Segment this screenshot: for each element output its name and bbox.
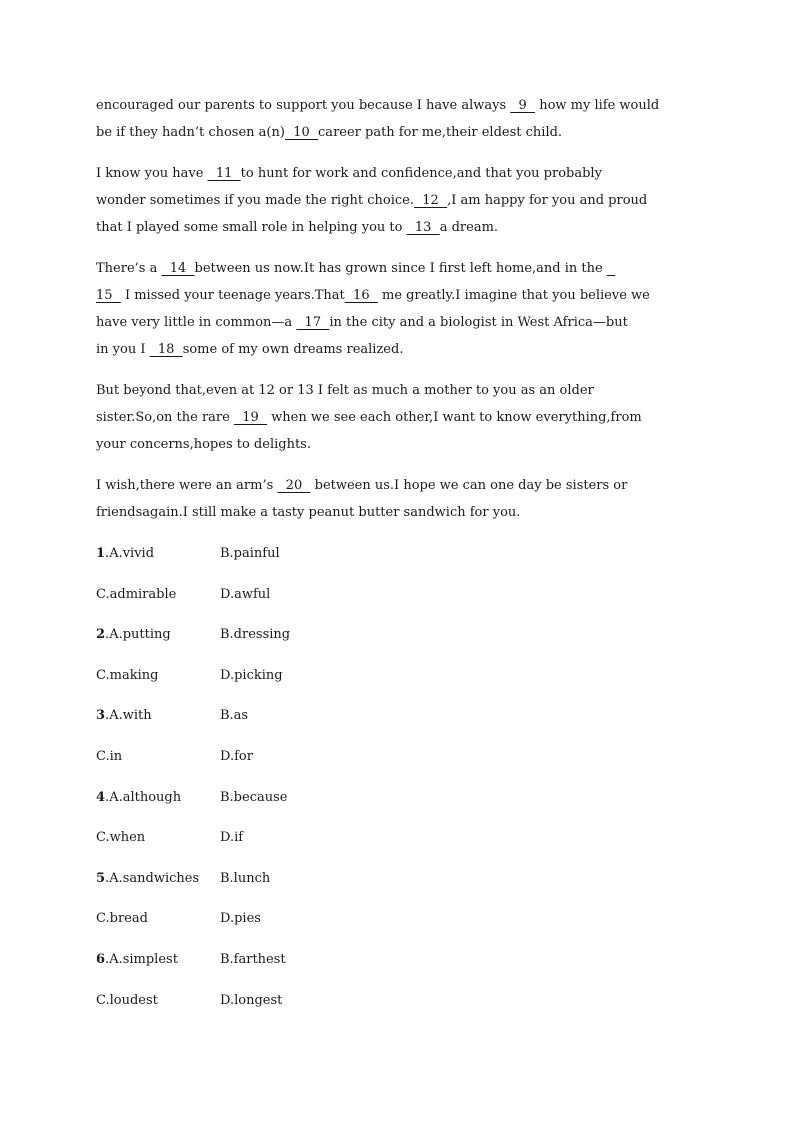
passage-line xyxy=(96,92,706,119)
passage-text: But beyond that,even at 12 or 13 I felt as much a mother to you as an older xyxy=(96,383,594,398)
passage-text: to hunt for work and confidence,and that you probably xyxy=(240,166,602,181)
passage-text: I know you have xyxy=(96,166,208,181)
passage-text: ,I am happy for you and proud xyxy=(447,193,648,208)
question-dot: . xyxy=(105,789,110,805)
passage-text: sister.So,on the rare xyxy=(96,410,234,425)
question-number: 6 xyxy=(96,951,106,967)
question-dot: . xyxy=(105,708,110,724)
passage-text: me greatly.I imagine that you believe we xyxy=(377,288,650,303)
passage-line xyxy=(96,160,706,187)
option-c[interactable]: C.when xyxy=(96,830,146,846)
answer-blank: 11 xyxy=(207,166,241,181)
question-2-row-ab xyxy=(96,621,496,662)
answer-blank: 14 xyxy=(161,261,195,276)
question-number: 4 xyxy=(96,789,106,805)
option-d[interactable]: D.awful xyxy=(220,586,271,602)
question-dot: . xyxy=(105,546,110,561)
passage-text: your concerns,hopes to delights. xyxy=(96,437,311,452)
option-c[interactable]: C.making xyxy=(96,667,159,683)
passage-line xyxy=(96,187,706,214)
option-a[interactable] xyxy=(96,621,220,648)
question-3-row-cd xyxy=(96,743,496,784)
option-b[interactable]: B.dressing xyxy=(220,627,291,643)
answer-blank: 20 xyxy=(277,478,311,493)
answer-blank: 15 xyxy=(96,288,121,303)
option-a[interactable] xyxy=(96,784,220,811)
passage-paragraph xyxy=(96,255,706,363)
passage-paragraph xyxy=(96,92,706,146)
question-6-row-cd xyxy=(96,987,496,1028)
answer-blank: 13 xyxy=(406,220,440,235)
answer-blank xyxy=(607,261,615,276)
passage-text: in you I xyxy=(96,342,150,357)
question-2-row-cd xyxy=(96,662,496,703)
answer-blank: 10 xyxy=(284,125,319,140)
option-d[interactable]: D.if xyxy=(220,830,244,846)
passage-text: be if they hadn’t chosen a(n) xyxy=(96,125,285,140)
passage-text: friendsagain.I still make a tasty peanut butter sandwich for you. xyxy=(96,505,521,520)
passage-text: a dream. xyxy=(439,220,499,235)
question-dot: . xyxy=(105,951,110,967)
passage-text: I wish,there were an arm’s xyxy=(96,478,278,493)
passage-text: when we see each other,I want to know everything,from xyxy=(267,410,642,425)
option-c[interactable]: C.bread xyxy=(96,911,148,927)
option-b[interactable]: B.because xyxy=(220,789,288,805)
question-4-row-ab xyxy=(96,784,496,825)
question-3-row-ab xyxy=(96,702,496,743)
option-a[interactable] xyxy=(96,946,220,973)
passage-paragraph xyxy=(96,160,706,241)
answer-blank: 17 xyxy=(296,315,330,330)
passage-text: between us.I hope we can one day be sisters or xyxy=(310,478,628,493)
passage-line xyxy=(96,119,706,146)
passage xyxy=(96,92,706,540)
option-d[interactable]: D.picking xyxy=(220,667,283,683)
option-a[interactable] xyxy=(96,702,220,729)
question-number: 1 xyxy=(96,546,106,561)
question-dot: . xyxy=(105,627,110,643)
option-a-text: A.sandwiches xyxy=(109,870,200,886)
passage-text: career path for me,their eldest child. xyxy=(318,125,563,140)
option-a[interactable] xyxy=(96,540,220,567)
passage-text: that I played some small role in helping you to xyxy=(96,220,407,235)
answer-options xyxy=(96,540,496,1027)
passage-text: encouraged our parents to support you because I have always xyxy=(96,98,511,113)
option-b[interactable]: B.painful xyxy=(220,546,280,561)
passage-text: I missed your teenage years.That xyxy=(120,288,345,303)
question-5-row-cd xyxy=(96,905,496,946)
option-d[interactable]: D.pies xyxy=(220,911,261,927)
answer-blank: 19 xyxy=(233,410,268,425)
passage-line xyxy=(96,472,706,499)
option-d[interactable]: D.longest xyxy=(220,992,283,1008)
passage-line xyxy=(96,404,706,431)
question-number: 3 xyxy=(96,708,106,724)
passage-line xyxy=(96,431,706,458)
passage-text: in the city and a biologist in West Africa—but xyxy=(329,315,628,330)
option-c[interactable]: C.in xyxy=(96,748,123,764)
passage-line xyxy=(96,282,706,309)
passage-text: have very little in common—a xyxy=(96,315,297,330)
passage-line xyxy=(96,309,706,336)
option-b[interactable]: B.lunch xyxy=(220,870,271,886)
passage-text: There’s a xyxy=(96,261,162,276)
question-5-row-ab xyxy=(96,865,496,906)
passage-paragraph xyxy=(96,377,706,458)
option-a-text: A.putting xyxy=(109,627,171,643)
question-dot: . xyxy=(105,870,110,886)
question-number: 5 xyxy=(96,870,106,886)
option-b[interactable]: B.as xyxy=(220,708,249,724)
passage-line xyxy=(96,377,706,404)
answer-blank: 18 xyxy=(149,342,183,357)
passage-line xyxy=(96,499,706,526)
answer-blank: 12 xyxy=(414,193,448,208)
passage-text: some of my own dreams realized. xyxy=(182,342,404,357)
answer-blank: 16 xyxy=(344,288,378,303)
option-a[interactable] xyxy=(96,865,220,892)
option-a-text: A.with xyxy=(109,708,152,724)
option-d[interactable]: D.for xyxy=(220,748,253,764)
option-a-text: A.although xyxy=(109,789,182,805)
passage-line xyxy=(96,255,706,282)
passage-line xyxy=(96,336,706,363)
passage-line xyxy=(96,214,706,241)
passage-text: wonder sometimes if you made the right choice. xyxy=(96,193,415,208)
option-a-text: A.vivid xyxy=(109,546,155,561)
option-a-text: A.simplest xyxy=(109,951,178,967)
question-1-row-cd xyxy=(96,581,496,622)
option-c[interactable]: C.loudest xyxy=(96,992,158,1008)
question-number: 2 xyxy=(96,627,106,643)
passage-paragraph xyxy=(96,472,706,526)
question-4-row-cd xyxy=(96,824,496,865)
option-b[interactable]: B.farthest xyxy=(220,951,286,967)
question-1-row-ab xyxy=(96,540,496,581)
option-c[interactable]: C.admirable xyxy=(96,586,177,602)
answer-blank: 9 xyxy=(510,98,536,113)
passage-text: between us now.It has grown since I first left home,and in the xyxy=(194,261,607,276)
passage-text: how my life would xyxy=(535,98,660,113)
question-6-row-ab xyxy=(96,946,496,987)
